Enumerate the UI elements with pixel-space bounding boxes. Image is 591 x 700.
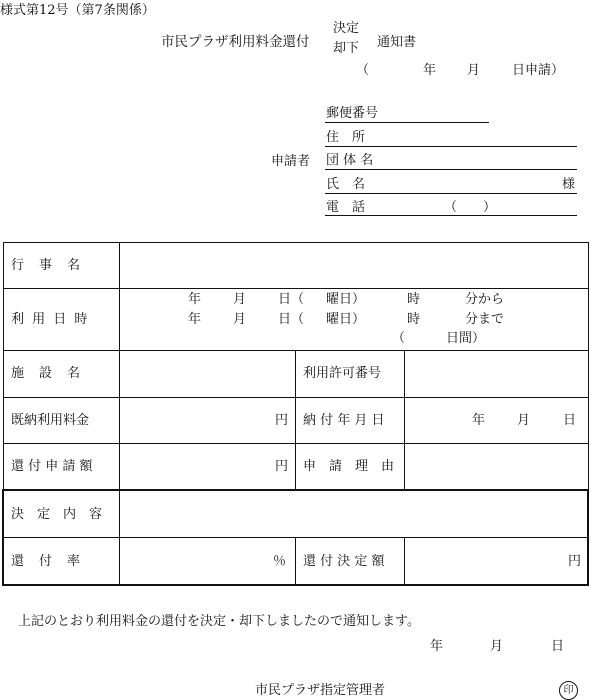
- refund-rate-unit: ％: [273, 554, 287, 569]
- postal-code-line: [325, 122, 489, 123]
- seal-icon: 印: [559, 681, 578, 700]
- footer-date-month: 月: [490, 639, 504, 654]
- footer-date-day: 日: [551, 639, 565, 654]
- postal-code-label: 郵便番号: [326, 106, 379, 121]
- usage-start-day: 日（: [278, 292, 305, 307]
- organization-label: 団 体 名: [326, 153, 374, 168]
- name-line: [325, 193, 577, 194]
- usage-start-weekday: 曜日）: [326, 292, 366, 307]
- event-name-label: 行 事 名: [11, 258, 82, 273]
- refund-decision-unit: 円: [568, 554, 582, 569]
- paid-fee-unit: 円: [275, 413, 289, 428]
- usage-end-month: 月: [233, 312, 247, 327]
- title-suffix: 通知書: [377, 35, 417, 50]
- application-date-month: 月: [467, 63, 481, 78]
- payment-date-label: 納 付 年 月 日: [303, 413, 385, 428]
- paid-fee-label: 既納利用料金: [11, 413, 90, 428]
- decision-content-label: 決 定 内 容: [11, 507, 103, 522]
- payment-date-month: 月: [517, 413, 531, 428]
- refund-request-label: 還 付 申 請 額: [11, 459, 93, 474]
- organization-line: [325, 169, 577, 170]
- application-date-open: （: [356, 63, 370, 78]
- usage-days-open: （: [392, 331, 406, 346]
- payment-date-year: 年: [472, 413, 486, 428]
- usage-datetime-label: 利 用 日 時: [11, 312, 90, 327]
- payment-date-day: 日: [563, 413, 577, 428]
- application-date-year: 年: [423, 63, 437, 78]
- title-main: 市民プラザ利用料金還付: [161, 34, 310, 50]
- applicant-label: 申請者: [271, 154, 311, 169]
- usage-end-day: 日（: [278, 312, 305, 327]
- permit-number-label: 利用許可番号: [303, 366, 382, 381]
- usage-end-weekday: 曜日）: [326, 312, 366, 327]
- usage-start-minute: 分から: [465, 292, 505, 307]
- address-line: [325, 146, 577, 147]
- request-reason-label: 申 請 理 由: [303, 459, 395, 474]
- form-number: 様式第12号（第7条関係）: [0, 3, 155, 18]
- refund-request-unit: 円: [275, 459, 289, 474]
- issuer: 市民プラザ指定管理者: [255, 683, 386, 698]
- usage-days: 日間）: [446, 331, 486, 346]
- refund-rate-label: 還 付 率: [11, 554, 82, 569]
- name-label: 氏 名: [326, 177, 366, 192]
- usage-start-hour: 時: [407, 292, 421, 307]
- usage-start-year: 年: [188, 292, 202, 307]
- usage-end-minute: 分まで: [465, 312, 505, 327]
- usage-end-hour: 時: [407, 312, 421, 327]
- footer-date-year: 年: [430, 639, 444, 654]
- refund-decision-label: 還 付 決 定 額: [303, 554, 385, 569]
- title-decision: 決定: [333, 21, 360, 36]
- phone-label: 電 話: [326, 200, 366, 215]
- notice-text: 上記のとおり利用料金の還付を決定・却下しましたので通知します。: [18, 614, 420, 629]
- honorific: 様: [562, 177, 576, 192]
- application-date-day: 日申請）: [512, 63, 565, 78]
- usage-start-month: 月: [233, 292, 247, 307]
- title-rejection: 却下: [333, 41, 360, 56]
- phone-line: [325, 215, 577, 216]
- address-label: 住 所: [326, 130, 366, 145]
- usage-end-year: 年: [188, 312, 202, 327]
- phone-parens: （ ）: [444, 200, 497, 215]
- facility-name-label: 施 設 名: [11, 366, 82, 381]
